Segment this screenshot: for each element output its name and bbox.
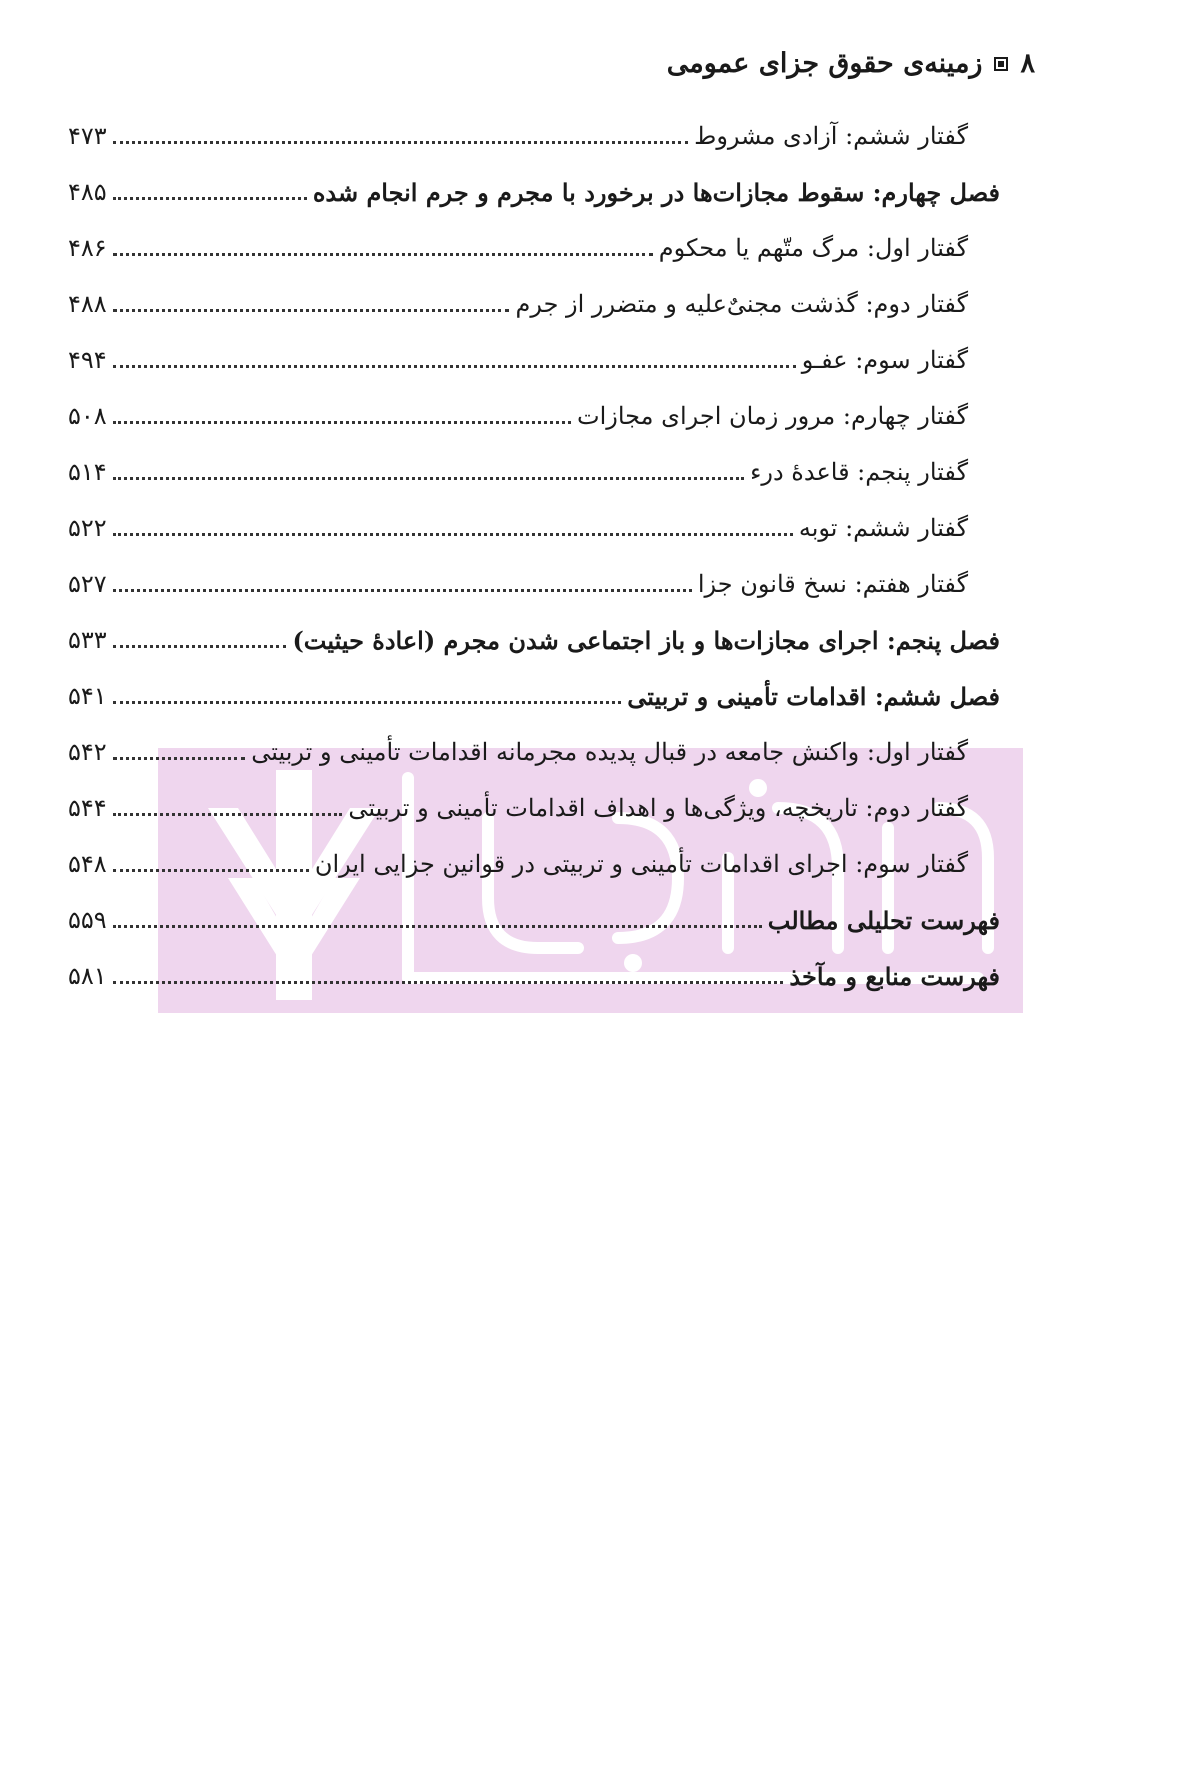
- toc-entry[interactable]: [68, 780, 1000, 836]
- toc-entry[interactable]: [68, 276, 1000, 332]
- page-number: ۸: [1020, 48, 1035, 79]
- dot-leader: [113, 644, 287, 648]
- toc-entry-page: ۵۴۱: [68, 682, 107, 710]
- toc-entry-page: ۵۴۴: [68, 794, 107, 822]
- toc-entry-title: فصل چهارم: سقوط مجازات‌ها در برخورد با مجرم و جرم انجام شده: [312, 177, 1000, 207]
- toc-entry-page: ۵۲۲: [68, 514, 107, 542]
- toc-entry-page: ۵۳۳: [68, 626, 107, 654]
- toc-entry-page: ۵۱۴: [68, 458, 107, 486]
- toc-entry-title: گفتار سوم: اجرای اقدامات تأمینی و تربیتی در قوانین جزایی ایران: [314, 850, 968, 878]
- page-header: [667, 48, 1035, 79]
- toc-entry[interactable]: [68, 836, 1000, 892]
- dot-leader: [113, 140, 688, 144]
- toc-entry[interactable]: [68, 108, 1000, 164]
- toc-entry[interactable]: [68, 948, 1000, 1004]
- toc-entry-page: ۴۸۶: [68, 234, 107, 262]
- toc-entry[interactable]: [68, 332, 1000, 388]
- dot-leader: [113, 476, 744, 480]
- toc-entry-page: ۵۰۸: [68, 402, 107, 430]
- toc-entry-page: ۵۲۷: [68, 570, 107, 598]
- book-title: زمینه‌ی حقوق جزای عمومی: [666, 48, 983, 79]
- toc-entry[interactable]: [68, 612, 1000, 668]
- toc-entry[interactable]: [68, 500, 1000, 556]
- toc-entry-page: ۴۹۴: [68, 346, 107, 374]
- toc-entry-title: گفتار چهارم: مرور زمان اجرای مجازات: [577, 402, 968, 430]
- toc-entry-page: ۵۸۱: [68, 962, 107, 990]
- dot-leader: [113, 588, 692, 592]
- toc-entry-page: ۴۷۳: [68, 122, 107, 150]
- toc-entry-title: گفتار هفتم: نسخ قانون جزا: [697, 570, 968, 598]
- toc-entry[interactable]: [68, 668, 1000, 724]
- toc-entry-title: گفتار اول: مرگ متّهم یا محکوم: [658, 234, 968, 262]
- toc-entry[interactable]: [68, 388, 1000, 444]
- dot-leader: [113, 756, 246, 760]
- dot-leader: [113, 700, 622, 704]
- dot-leader: [113, 812, 343, 816]
- toc-entry-page: ۵۵۹: [68, 906, 107, 934]
- dot-leader: [113, 252, 653, 256]
- dot-leader: [113, 364, 796, 368]
- toc-entry-title: فهرست تحلیلی مطالب: [767, 905, 1000, 935]
- dot-leader: [113, 196, 307, 200]
- toc-entry-title: گفتار دوم: گذشت مجنیٌ‌علیه و متضرر از جرم: [515, 290, 968, 318]
- square-bullet-icon: [994, 57, 1008, 71]
- toc-entry[interactable]: [68, 892, 1000, 948]
- dot-leader: [113, 868, 309, 872]
- toc-entry[interactable]: [68, 220, 1000, 276]
- toc-entry-title: فصل ششم: اقدامات تأمینی و تربیتی: [627, 681, 1000, 711]
- dot-leader: [113, 980, 784, 984]
- toc-entry-title: گفتار سوم: عفـو: [801, 346, 968, 374]
- toc-entry[interactable]: [68, 724, 1000, 780]
- toc-entry-title: گفتار ششم: توبه: [798, 514, 968, 542]
- dot-leader: [113, 924, 762, 928]
- toc-entry-title: گفتار دوم: تاریخچه، ویژگی‌ها و اهداف اقدامات تأمینی و تربیتی: [348, 794, 968, 822]
- toc-entry-title: گفتار ششم: آزادی مشروط: [694, 122, 968, 150]
- dot-leader: [113, 420, 571, 424]
- toc-entry[interactable]: [68, 164, 1000, 220]
- toc-entry-page: ۵۴۸: [68, 850, 107, 878]
- dot-leader: [113, 308, 510, 312]
- toc-entry-page: ۵۴۲: [68, 738, 107, 766]
- toc-entry[interactable]: [68, 444, 1000, 500]
- toc-entry-page: ۴۸۵: [68, 178, 107, 206]
- table-of-contents: [68, 108, 1000, 1004]
- toc-entry[interactable]: [68, 556, 1000, 612]
- toc-entry-title: گفتار اول: واکنش جامعه در قبال پدیده مجرمانه اقدامات تأمینی و تربیتی: [251, 738, 968, 766]
- toc-entry-title: گفتار پنجم: قاعدهٔ درء: [750, 458, 968, 486]
- toc-entry-title: فصل پنجم: اجرای مجازات‌ها و باز اجتماعی شدن مجرم (اعادهٔ حیثیت): [292, 625, 1000, 655]
- dot-leader: [113, 532, 793, 536]
- toc-entry-page: ۴۸۸: [68, 290, 107, 318]
- toc-entry-title: فهرست منابع و مآخذ: [789, 961, 1000, 991]
